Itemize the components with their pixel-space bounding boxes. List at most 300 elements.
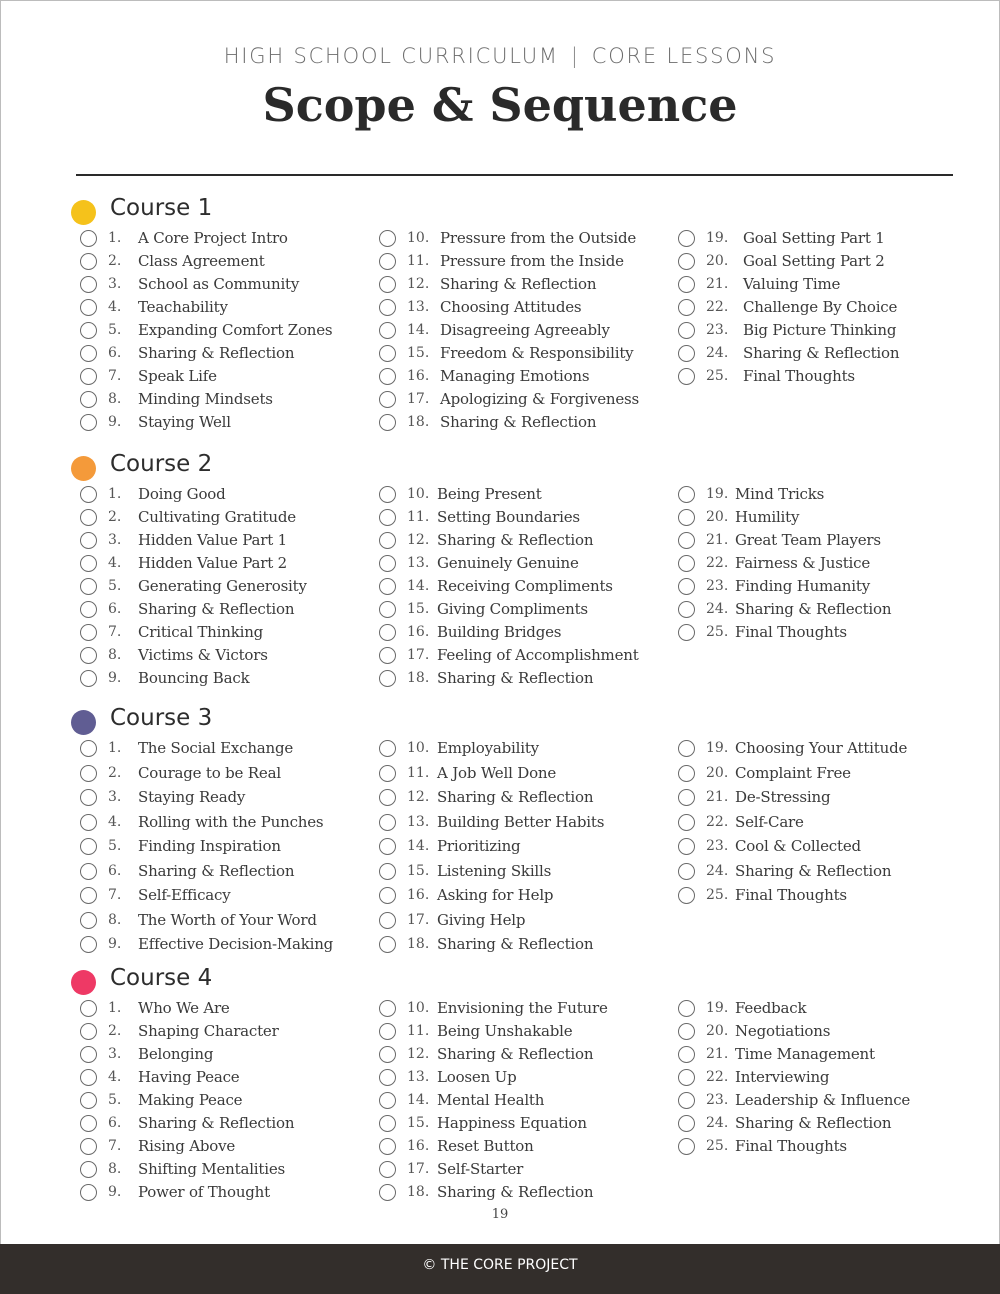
- lesson-title: Staying Ready: [138, 788, 246, 806]
- lesson-title: Pressure from the Outside: [440, 229, 637, 247]
- lesson-title: Prioritizing: [437, 837, 521, 855]
- lesson-checkbox[interactable]: [80, 670, 97, 687]
- lesson-title: Goal Setting Part 2: [743, 252, 885, 270]
- lesson-number: 11.: [407, 509, 430, 525]
- lesson-number: 2.: [108, 1023, 122, 1039]
- lesson-title: Being Unshakable: [437, 1022, 573, 1040]
- lesson-checkbox[interactable]: [678, 578, 695, 595]
- lesson-checkbox[interactable]: [379, 814, 396, 831]
- footer-bar: [0, 1244, 1000, 1294]
- lesson-checkbox[interactable]: [80, 276, 97, 293]
- lesson-number: 20.: [706, 509, 729, 525]
- lesson-number: 6.: [108, 601, 122, 617]
- lesson-checkbox[interactable]: [678, 789, 695, 806]
- course-title: Course 2: [110, 451, 213, 477]
- lesson-checkbox[interactable]: [80, 789, 97, 806]
- lesson-checkbox[interactable]: [80, 532, 97, 549]
- page-title: Scope & Sequence: [262, 78, 738, 132]
- lesson-title: Pressure from the Inside: [440, 252, 624, 270]
- lesson-number: 24.: [706, 862, 729, 879]
- lesson-title: Courage to be Real: [138, 763, 281, 782]
- lesson-number: 7.: [108, 624, 122, 640]
- lesson-number: 16.: [407, 368, 430, 384]
- lesson-number: 6.: [108, 1115, 122, 1131]
- lesson-number: 24.: [706, 601, 729, 617]
- lesson-number: 20.: [706, 764, 729, 781]
- lesson-checkbox[interactable]: [379, 647, 396, 664]
- lesson-number: 18.: [407, 1184, 430, 1200]
- lesson-checkbox[interactable]: [379, 345, 396, 362]
- lesson-number: 1.: [108, 486, 122, 502]
- lesson-checkbox[interactable]: [80, 322, 97, 339]
- lesson-title: Final Thoughts: [735, 623, 847, 641]
- lesson-title: Finding Humanity: [735, 577, 870, 595]
- lesson-title: Sharing & Reflection: [138, 1114, 295, 1132]
- lesson-title: Minding Mindsets: [138, 390, 273, 408]
- lesson-title: Choosing Attitudes: [440, 298, 582, 316]
- lesson-title: School as Community: [138, 275, 300, 293]
- lesson-number: 7.: [108, 887, 122, 903]
- lesson-checkbox[interactable]: [379, 578, 396, 595]
- lesson-checkbox[interactable]: [80, 887, 97, 904]
- lesson-checkbox[interactable]: [678, 1092, 695, 1109]
- lesson-checkbox[interactable]: [80, 647, 97, 664]
- lesson-title: Belonging: [138, 1045, 214, 1063]
- lesson-title: Self-Care: [735, 812, 804, 831]
- course-title: Course 1: [110, 195, 213, 221]
- lesson-checkbox[interactable]: [379, 1184, 396, 1201]
- lesson-checkbox[interactable]: [379, 322, 396, 339]
- lesson-number: 17.: [407, 647, 430, 663]
- lesson-checkbox[interactable]: [678, 230, 695, 247]
- lesson-title: Finding Inspiration: [138, 837, 281, 855]
- lesson-number: 25.: [706, 368, 729, 384]
- lesson-number: 4.: [108, 1069, 122, 1085]
- lesson-checkbox[interactable]: [80, 1138, 97, 1155]
- course-color-dot: [71, 456, 96, 481]
- lesson-title: Employability: [437, 739, 539, 757]
- lesson-number: 25.: [706, 624, 729, 640]
- lesson-title: Final Thoughts: [743, 367, 855, 385]
- lesson-number: 6.: [108, 862, 122, 879]
- lesson-title: Doing Good: [138, 485, 226, 503]
- lesson-checkbox[interactable]: [80, 1115, 97, 1132]
- lesson-number: 17.: [407, 911, 430, 928]
- lesson-title: The Social Exchange: [138, 739, 294, 757]
- lesson-checkbox[interactable]: [678, 1023, 695, 1040]
- lesson-number: 18.: [407, 670, 430, 686]
- lesson-checkbox[interactable]: [379, 1000, 396, 1017]
- lesson-number: 10.: [407, 486, 430, 502]
- lesson-number: 25.: [706, 887, 729, 903]
- lesson-checkbox[interactable]: [678, 322, 695, 339]
- lesson-checkbox[interactable]: [80, 1069, 97, 1086]
- lesson-checkbox[interactable]: [678, 253, 695, 270]
- lesson-title: Negotiations: [735, 1022, 831, 1040]
- page-subtitle: [0, 44, 1000, 68]
- lesson-title: Time Management: [735, 1045, 875, 1063]
- lesson-title: Being Present: [437, 485, 542, 503]
- lesson-number: 9.: [108, 1184, 122, 1200]
- lesson-checkbox[interactable]: [678, 765, 695, 782]
- lesson-number: 21.: [706, 1046, 729, 1062]
- lesson-checkbox[interactable]: [379, 1092, 396, 1109]
- lesson-checkbox[interactable]: [379, 765, 396, 782]
- lesson-number: 22.: [706, 555, 729, 571]
- course-color-dot: [71, 200, 96, 225]
- lesson-checkbox[interactable]: [80, 486, 97, 503]
- lesson-number: 3.: [108, 276, 122, 292]
- lesson-checkbox[interactable]: [80, 253, 97, 270]
- lesson-checkbox[interactable]: [379, 555, 396, 572]
- lesson-title: Listening Skills: [437, 861, 552, 880]
- lesson-title: Sharing & Reflection: [743, 344, 900, 362]
- lesson-checkbox[interactable]: [379, 486, 396, 503]
- lesson-title: Critical Thinking: [138, 623, 264, 641]
- lesson-number: 14.: [407, 1092, 430, 1108]
- lesson-number: 16.: [407, 1138, 430, 1154]
- lesson-checkbox[interactable]: [678, 838, 695, 855]
- lesson-title: Mental Health: [437, 1091, 545, 1109]
- lesson-title: Sharing & Reflection: [735, 600, 892, 618]
- lesson-number: 8.: [108, 911, 122, 928]
- lesson-title: Teachability: [138, 298, 228, 316]
- lesson-checkbox[interactable]: [678, 1115, 695, 1132]
- lesson-checkbox[interactable]: [379, 670, 396, 687]
- lesson-title: Sharing & Reflection: [138, 600, 295, 618]
- lesson-number: 13.: [407, 555, 430, 571]
- lesson-title: Humility: [735, 508, 800, 526]
- lesson-checkbox[interactable]: [80, 1000, 97, 1017]
- lesson-checkbox[interactable]: [80, 740, 97, 757]
- lesson-number: 5.: [108, 1092, 122, 1108]
- lesson-number: 19.: [706, 1000, 729, 1016]
- lessons-label: CORE LESSONS: [591, 44, 777, 68]
- lesson-number: 18.: [407, 414, 430, 430]
- lesson-number: 16.: [407, 624, 430, 640]
- lesson-checkbox[interactable]: [379, 253, 396, 270]
- lesson-number: 4.: [108, 299, 122, 315]
- lesson-checkbox[interactable]: [678, 740, 695, 757]
- lesson-checkbox[interactable]: [678, 624, 695, 641]
- lesson-title: Final Thoughts: [735, 886, 847, 904]
- lesson-number: 12.: [407, 1046, 430, 1062]
- lesson-checkbox[interactable]: [678, 345, 695, 362]
- lesson-checkbox[interactable]: [678, 1138, 695, 1155]
- lesson-title: Giving Help: [437, 910, 526, 929]
- lesson-title: Happiness Equation: [437, 1114, 587, 1132]
- lesson-number: 7.: [108, 368, 122, 384]
- lesson-title: Feedback: [735, 999, 807, 1017]
- lesson-title: Fairness & Justice: [735, 554, 870, 572]
- lesson-title: Bouncing Back: [138, 669, 250, 687]
- lesson-checkbox[interactable]: [80, 814, 97, 831]
- lesson-checkbox[interactable]: [678, 555, 695, 572]
- lesson-checkbox[interactable]: [678, 814, 695, 831]
- lesson-number: 6.: [108, 345, 122, 361]
- course-title: Course 4: [110, 965, 213, 991]
- lesson-number: 3.: [108, 1046, 122, 1062]
- lesson-checkbox[interactable]: [80, 1092, 97, 1109]
- lesson-title: Choosing Your Attitude: [735, 739, 908, 757]
- lesson-title: Building Bridges: [437, 623, 562, 641]
- title-divider: [76, 174, 953, 176]
- lesson-number: 8.: [108, 391, 122, 407]
- lesson-checkbox[interactable]: [379, 276, 396, 293]
- lesson-checkbox[interactable]: [379, 838, 396, 855]
- lesson-checkbox[interactable]: [80, 765, 97, 782]
- lesson-checkbox[interactable]: [80, 368, 97, 385]
- lesson-title: Sharing & Reflection: [440, 275, 597, 293]
- lesson-checkbox[interactable]: [80, 912, 97, 929]
- lesson-title: Sharing & Reflection: [437, 1045, 594, 1063]
- lesson-title: Giving Compliments: [437, 600, 588, 618]
- lesson-checkbox[interactable]: [678, 887, 695, 904]
- lesson-number: 3.: [108, 532, 122, 548]
- lesson-number: 22.: [706, 813, 729, 830]
- lesson-number: 23.: [706, 578, 729, 594]
- lesson-title: Sharing & Reflection: [440, 413, 597, 431]
- lesson-checkbox[interactable]: [379, 1069, 396, 1086]
- lesson-title: Managing Emotions: [440, 367, 590, 385]
- lesson-title: A Job Well Done: [437, 763, 557, 782]
- lesson-number: 2.: [108, 764, 122, 781]
- lesson-title: Sharing & Reflection: [138, 861, 295, 880]
- lesson-number: 9.: [108, 414, 122, 430]
- lesson-number: 1.: [108, 740, 122, 756]
- lesson-checkbox[interactable]: [379, 936, 396, 953]
- lesson-title: Cool & Collected: [735, 837, 861, 855]
- lesson-title: Challenge By Choice: [743, 298, 898, 316]
- lesson-checkbox[interactable]: [80, 299, 97, 316]
- lesson-checkbox[interactable]: [80, 414, 97, 431]
- lesson-title: Apologizing & Forgiveness: [440, 390, 640, 408]
- lesson-checkbox[interactable]: [678, 368, 695, 385]
- lesson-number: 4.: [108, 813, 122, 830]
- lesson-title: Speak Life: [138, 367, 217, 385]
- lesson-number: 4.: [108, 555, 122, 571]
- lesson-checkbox[interactable]: [80, 555, 97, 572]
- lesson-number: 24.: [706, 1115, 729, 1131]
- lesson-number: 14.: [407, 838, 430, 854]
- lesson-title: Envisioning the Future: [437, 999, 608, 1017]
- lesson-checkbox[interactable]: [80, 345, 97, 362]
- lesson-title: Goal Setting Part 1: [743, 229, 885, 247]
- lesson-number: 12.: [407, 532, 430, 548]
- lesson-title: Power of Thought: [138, 1183, 270, 1201]
- lesson-title: Cultivating Gratitude: [138, 508, 296, 526]
- lesson-title: Expanding Comfort Zones: [138, 321, 333, 339]
- lesson-checkbox[interactable]: [379, 740, 396, 757]
- lesson-checkbox[interactable]: [379, 1046, 396, 1063]
- lesson-checkbox[interactable]: [80, 936, 97, 953]
- lesson-checkbox[interactable]: [80, 1161, 97, 1178]
- lesson-checkbox[interactable]: [379, 391, 396, 408]
- lesson-number: 8.: [108, 647, 122, 663]
- lesson-checkbox[interactable]: [80, 509, 97, 526]
- lesson-title: Setting Boundaries: [437, 508, 580, 526]
- lesson-checkbox[interactable]: [379, 509, 396, 526]
- lesson-checkbox[interactable]: [379, 1161, 396, 1178]
- lesson-title: Sharing & Reflection: [437, 788, 594, 806]
- lesson-number: 18.: [407, 936, 430, 952]
- lesson-checkbox[interactable]: [379, 789, 396, 806]
- lesson-checkbox[interactable]: [678, 486, 695, 503]
- lesson-checkbox[interactable]: [379, 1023, 396, 1040]
- lesson-title: Sharing & Reflection: [735, 861, 892, 880]
- lesson-number: 23.: [706, 1092, 729, 1108]
- lesson-title: Sharing & Reflection: [138, 344, 295, 362]
- lesson-title: Valuing Time: [743, 275, 841, 293]
- lesson-number: 13.: [407, 299, 430, 315]
- lesson-checkbox[interactable]: [678, 1046, 695, 1063]
- lesson-number: 20.: [706, 253, 729, 269]
- lesson-checkbox[interactable]: [80, 624, 97, 641]
- lesson-number: 15.: [407, 345, 430, 361]
- course-title: Course 3: [110, 705, 213, 731]
- lesson-checkbox[interactable]: [379, 1138, 396, 1155]
- lesson-number: 13.: [407, 813, 430, 830]
- lesson-number: 13.: [407, 1069, 430, 1085]
- lesson-number: 20.: [706, 1023, 729, 1039]
- lesson-checkbox[interactable]: [80, 391, 97, 408]
- lesson-checkbox[interactable]: [379, 414, 396, 431]
- lesson-checkbox[interactable]: [80, 601, 97, 618]
- lesson-title: Leadership & Influence: [735, 1091, 911, 1109]
- lesson-checkbox[interactable]: [379, 601, 396, 618]
- lesson-number: 19.: [706, 740, 729, 756]
- lesson-checkbox[interactable]: [80, 1184, 97, 1201]
- lesson-checkbox[interactable]: [379, 532, 396, 549]
- lesson-number: 12.: [407, 276, 430, 292]
- lesson-number: 14.: [407, 322, 430, 338]
- lesson-title: Rising Above: [138, 1137, 236, 1155]
- course-color-dot: [71, 970, 96, 995]
- lesson-title: The Worth of Your Word: [138, 910, 317, 929]
- lesson-checkbox[interactable]: [678, 509, 695, 526]
- copyright-text: © THE CORE PROJECT: [422, 1257, 578, 1273]
- lesson-checkbox[interactable]: [80, 1023, 97, 1040]
- lesson-number: 7.: [108, 1138, 122, 1154]
- lesson-number: 10.: [407, 740, 430, 756]
- lesson-title: Interviewing: [735, 1068, 830, 1086]
- lesson-title: Sharing & Reflection: [437, 531, 594, 549]
- lesson-checkbox[interactable]: [379, 1115, 396, 1132]
- lesson-title: Genuinely Genuine: [437, 554, 579, 572]
- course-color-dot: [71, 710, 96, 735]
- lesson-title: Staying Well: [138, 413, 231, 431]
- page-number: 19: [491, 1207, 509, 1222]
- lesson-title: Sharing & Reflection: [437, 1183, 594, 1201]
- lesson-number: 2.: [108, 253, 122, 269]
- lesson-checkbox[interactable]: [379, 912, 396, 929]
- lesson-checkbox[interactable]: [678, 299, 695, 316]
- lesson-title: Sharing & Reflection: [437, 669, 594, 687]
- lesson-number: 16.: [407, 887, 430, 903]
- lesson-number: 11.: [407, 764, 430, 781]
- lesson-title: Mind Tricks: [735, 485, 825, 503]
- lesson-checkbox[interactable]: [678, 276, 695, 293]
- lesson-title: Sharing & Reflection: [437, 935, 594, 953]
- lesson-number: 5.: [108, 578, 122, 594]
- lesson-title: De-Stressing: [735, 788, 831, 806]
- lesson-checkbox[interactable]: [678, 863, 695, 880]
- curriculum-label: HIGH SCHOOL CURRICULUM: [223, 44, 559, 68]
- lesson-number: 2.: [108, 509, 122, 525]
- lesson-number: 17.: [407, 391, 430, 407]
- lesson-number: 25.: [706, 1138, 729, 1154]
- lesson-number: 19.: [706, 486, 729, 502]
- lesson-number: 17.: [407, 1161, 430, 1177]
- lesson-number: 10.: [407, 230, 430, 246]
- lesson-checkbox[interactable]: [379, 299, 396, 316]
- lesson-number: 15.: [407, 601, 430, 617]
- lesson-number: 12.: [407, 789, 430, 805]
- lesson-checkbox[interactable]: [678, 532, 695, 549]
- lesson-checkbox[interactable]: [379, 368, 396, 385]
- lesson-title: Shaping Character: [138, 1022, 279, 1040]
- lesson-title: Feeling of Accomplishment: [437, 646, 639, 664]
- lesson-title: Disagreeing Agreeably: [440, 321, 610, 339]
- lesson-title: Generating Generosity: [138, 577, 307, 595]
- lesson-number: 21.: [706, 789, 729, 805]
- lesson-number: 1.: [108, 230, 122, 246]
- lesson-number: 11.: [407, 253, 430, 269]
- lesson-number: 15.: [407, 1115, 430, 1131]
- lesson-number: 9.: [108, 670, 122, 686]
- lesson-title: Rolling with the Punches: [138, 812, 324, 831]
- lesson-number: 21.: [706, 532, 729, 548]
- lesson-checkbox[interactable]: [80, 578, 97, 595]
- lesson-checkbox[interactable]: [80, 230, 97, 247]
- lesson-checkbox[interactable]: [80, 863, 97, 880]
- lesson-title: Shifting Mentalities: [138, 1160, 286, 1178]
- lesson-title: Receiving Compliments: [437, 577, 613, 595]
- lesson-title: Final Thoughts: [735, 1137, 847, 1155]
- lesson-number: 1.: [108, 1000, 122, 1016]
- lesson-number: 15.: [407, 862, 430, 879]
- lesson-title: Complaint Free: [735, 763, 851, 782]
- lesson-number: 22.: [706, 299, 729, 315]
- lesson-checkbox[interactable]: [678, 601, 695, 618]
- lesson-title: Great Team Players: [735, 531, 881, 549]
- lesson-checkbox[interactable]: [379, 230, 396, 247]
- lesson-number: 21.: [706, 276, 729, 292]
- lesson-checkbox[interactable]: [379, 887, 396, 904]
- lesson-checkbox[interactable]: [678, 1000, 695, 1017]
- lesson-number: 14.: [407, 578, 430, 594]
- lesson-number: 9.: [108, 936, 122, 952]
- lesson-number: 5.: [108, 838, 122, 854]
- lesson-title: Freedom & Responsibility: [440, 344, 634, 362]
- lesson-checkbox[interactable]: [678, 1069, 695, 1086]
- lesson-number: 23.: [706, 838, 729, 854]
- lesson-title: Having Peace: [138, 1068, 240, 1086]
- lesson-title: Reset Button: [437, 1137, 534, 1155]
- lesson-checkbox[interactable]: [80, 1046, 97, 1063]
- lesson-title: Self-Starter: [437, 1160, 524, 1178]
- lesson-number: 11.: [407, 1023, 430, 1039]
- lesson-title: Making Peace: [138, 1091, 243, 1109]
- subtitle-separator: |: [570, 44, 580, 68]
- lesson-checkbox[interactable]: [80, 838, 97, 855]
- lesson-title: A Core Project Intro: [138, 229, 288, 247]
- lesson-checkbox[interactable]: [379, 863, 396, 880]
- lesson-title: Victims & Victors: [138, 646, 268, 664]
- lesson-number: 10.: [407, 1000, 430, 1016]
- lesson-checkbox[interactable]: [379, 624, 396, 641]
- lesson-number: 22.: [706, 1069, 729, 1085]
